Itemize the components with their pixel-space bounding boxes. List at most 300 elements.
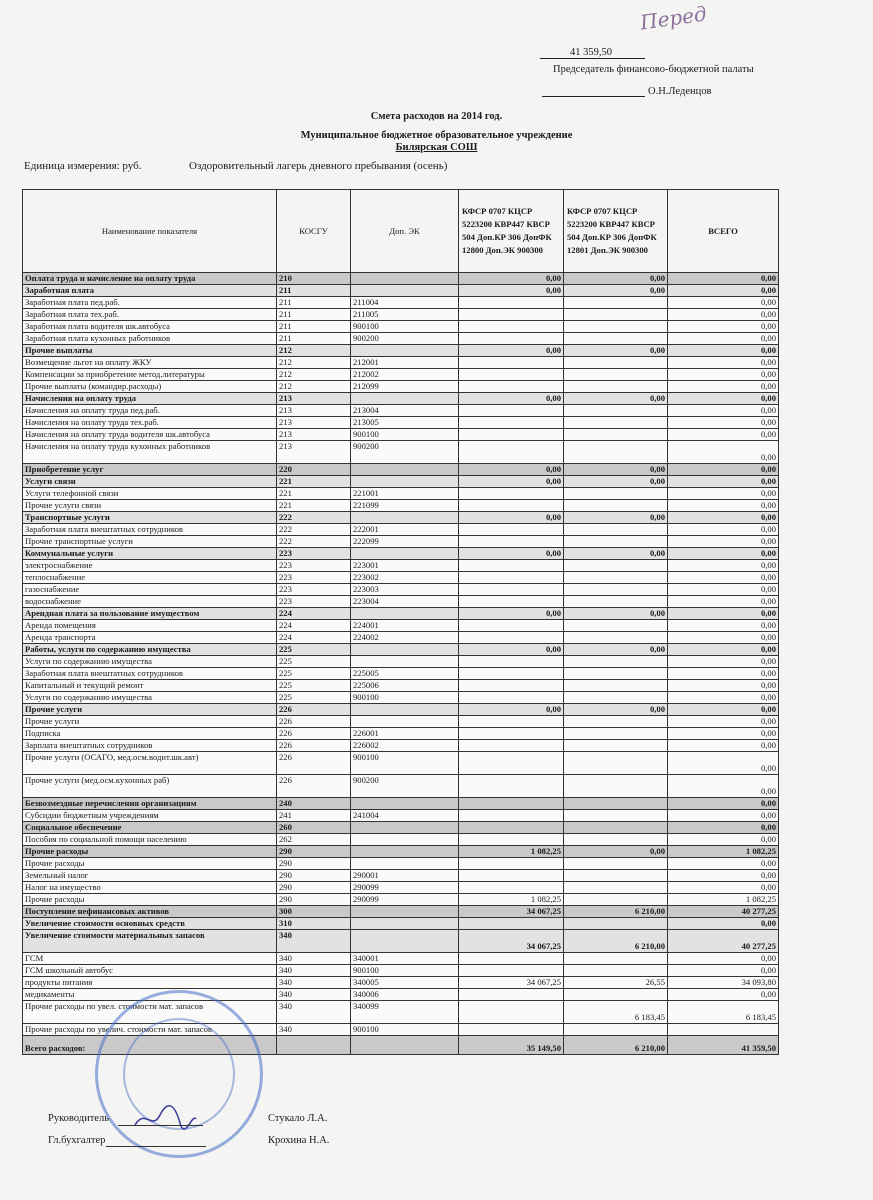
table-row xyxy=(23,441,779,464)
table-row xyxy=(23,548,779,560)
row-fund-12801 xyxy=(564,882,668,894)
head-signature-line xyxy=(118,1125,203,1126)
row-dop-ek: 290001 xyxy=(351,870,459,882)
row-kosgu: 222 xyxy=(277,524,351,536)
table-row xyxy=(23,918,779,930)
row-kosgu: 212 xyxy=(277,369,351,381)
table-row xyxy=(23,512,779,524)
row-total: 40 277,25 xyxy=(668,906,779,918)
row-kosgu: 210 xyxy=(277,273,351,285)
row-kosgu: 226 xyxy=(277,775,351,798)
row-dop-ek: 226002 xyxy=(351,740,459,752)
table-row xyxy=(23,858,779,870)
table-row xyxy=(23,500,779,512)
row-fund-12801: 0,00 xyxy=(564,476,668,488)
row-fund-12800 xyxy=(459,716,564,728)
row-total: 0,00 xyxy=(668,357,779,369)
row-fund-12801 xyxy=(564,441,668,464)
row-total: 0,00 xyxy=(668,810,779,822)
row-name: теплоснабжение xyxy=(23,572,277,584)
row-name: Подписка xyxy=(23,728,277,740)
row-kosgu: 223 xyxy=(277,560,351,572)
table-row xyxy=(23,608,779,620)
row-fund-12801 xyxy=(564,321,668,333)
row-fund-12800: 0,00 xyxy=(459,644,564,656)
row-name: Работы, услуги по содержанию имущества xyxy=(23,644,277,656)
row-fund-12800 xyxy=(459,965,564,977)
row-fund-12800 xyxy=(459,882,564,894)
row-fund-12801 xyxy=(564,798,668,810)
row-name: ГСМ школьный автобус xyxy=(23,965,277,977)
row-fund-12801 xyxy=(564,775,668,798)
row-fund-12800 xyxy=(459,870,564,882)
table-row xyxy=(23,357,779,369)
row-name: Заработная плата внештатных сотрудников xyxy=(23,524,277,536)
row-fund-12801 xyxy=(564,572,668,584)
row-kosgu: 221 xyxy=(277,476,351,488)
table-row xyxy=(23,476,779,488)
row-fund-12801 xyxy=(564,810,668,822)
row-fund-12801 xyxy=(564,740,668,752)
row-fund-12800 xyxy=(459,620,564,632)
row-fund-12800: 0,00 xyxy=(459,476,564,488)
row-dop-ek: 213005 xyxy=(351,417,459,429)
row-kosgu: 340 xyxy=(277,953,351,965)
row-kosgu: 300 xyxy=(277,906,351,918)
row-name: Пособия по социальной помощи населению xyxy=(23,834,277,846)
table-row xyxy=(23,834,779,846)
row-fund-12801 xyxy=(564,716,668,728)
row-fund-12800: 1 082,25 xyxy=(459,894,564,906)
row-kosgu: 224 xyxy=(277,632,351,644)
row-name: Социальное обеспечение xyxy=(23,822,277,834)
row-total: 0,00 xyxy=(668,608,779,620)
row-name: электроснабжение xyxy=(23,560,277,572)
row-total: 6 183,45 xyxy=(668,1001,779,1024)
row-fund-12801 xyxy=(564,692,668,704)
table-row xyxy=(23,632,779,644)
row-name: Прочие выплаты (командир.расходы) xyxy=(23,381,277,393)
row-fund-12801: 0,00 xyxy=(564,704,668,716)
approval-amount: 41 359,50 xyxy=(570,47,612,58)
row-fund-12800: 0,00 xyxy=(459,704,564,716)
row-name: Начисления на оплату труда пед.раб. xyxy=(23,405,277,417)
table-row xyxy=(23,560,779,572)
row-fund-12801 xyxy=(564,500,668,512)
row-fund-12801 xyxy=(564,822,668,834)
handwritten-note: Перед xyxy=(638,1,708,35)
row-fund-12800: 0,00 xyxy=(459,393,564,405)
row-fund-12800: 34 067,25 xyxy=(459,930,564,953)
row-fund-12800 xyxy=(459,810,564,822)
row-total: 0,00 xyxy=(668,333,779,345)
row-kosgu: 290 xyxy=(277,858,351,870)
table-row xyxy=(23,417,779,429)
head-name: Стукало Л.А. xyxy=(268,1113,328,1124)
row-fund-12801: 26,55 xyxy=(564,977,668,989)
row-kosgu: 213 xyxy=(277,405,351,417)
row-kosgu: 290 xyxy=(277,882,351,894)
row-total: 0,00 xyxy=(668,309,779,321)
row-fund-12801 xyxy=(564,488,668,500)
row-name: Прочие услуги xyxy=(23,704,277,716)
row-total: 0,00 xyxy=(668,273,779,285)
row-fund-12801 xyxy=(564,381,668,393)
row-fund-12800: 0,00 xyxy=(459,345,564,357)
row-fund-12800 xyxy=(459,858,564,870)
row-name: Прочие услуги (мед.осм.кухонных раб) xyxy=(23,775,277,798)
row-total: 0,00 xyxy=(668,822,779,834)
row-name: Приобретение услуг xyxy=(23,464,277,476)
header-fund-12801: КФСР 0707 КЦСР 5223200 КВР447 КВСР 504 Доп.КР 306 ДопФК 12801 Доп.ЭК 900300 xyxy=(564,190,668,273)
row-kosgu: 224 xyxy=(277,620,351,632)
row-name: Увеличение стоимости основных средств xyxy=(23,918,277,930)
row-fund-12801: 0,00 xyxy=(564,345,668,357)
row-kosgu: 290 xyxy=(277,846,351,858)
row-dop-ek xyxy=(351,644,459,656)
row-name: Услуги по содержанию имущества xyxy=(23,692,277,704)
row-dop-ek: 900200 xyxy=(351,775,459,798)
row-total: 0,00 xyxy=(668,728,779,740)
row-dop-ek: 222001 xyxy=(351,524,459,536)
row-fund-12800 xyxy=(459,572,564,584)
row-name: Всего расходов: xyxy=(23,1036,277,1055)
row-name: Аренда транспорта xyxy=(23,632,277,644)
row-name: Прочие расходы xyxy=(23,846,277,858)
accountant-signature-line xyxy=(106,1146,206,1147)
row-dop-ek: 222099 xyxy=(351,536,459,548)
row-kosgu: 290 xyxy=(277,870,351,882)
row-fund-12801 xyxy=(564,965,668,977)
row-kosgu: 290 xyxy=(277,894,351,906)
row-total: 1 082,25 xyxy=(668,846,779,858)
row-name: Транспортные услуги xyxy=(23,512,277,524)
row-fund-12801 xyxy=(564,728,668,740)
row-kosgu: 225 xyxy=(277,680,351,692)
row-name: Прочие расходы по увелич. стоимости мат. запасов xyxy=(23,1024,277,1036)
row-dop-ek xyxy=(351,345,459,357)
row-fund-12800 xyxy=(459,584,564,596)
row-total: 0,00 xyxy=(668,632,779,644)
row-total: 0,00 xyxy=(668,680,779,692)
table-row xyxy=(23,977,779,989)
row-dop-ek xyxy=(351,834,459,846)
table-row xyxy=(23,882,779,894)
row-fund-12800 xyxy=(459,333,564,345)
row-kosgu: 211 xyxy=(277,309,351,321)
budget-table xyxy=(22,189,779,1055)
table-row xyxy=(23,989,779,1001)
approval-underline xyxy=(540,58,645,59)
row-total: 0,00 xyxy=(668,512,779,524)
row-name: Поступление нефинансовых активов xyxy=(23,906,277,918)
camp-label: Оздоровительный лагерь дневного пребывания (осень) xyxy=(189,160,448,172)
row-name: Заработная плата водителя шк.автобуса xyxy=(23,321,277,333)
row-name: Начисления на оплату труда водителя шк.автобуса xyxy=(23,429,277,441)
row-dop-ek xyxy=(351,464,459,476)
row-name: Прочие транспортные услуги xyxy=(23,536,277,548)
table-row xyxy=(23,464,779,476)
table-row xyxy=(23,798,779,810)
row-kosgu xyxy=(277,1036,351,1055)
row-dop-ek: 900200 xyxy=(351,441,459,464)
table-row xyxy=(23,297,779,309)
row-fund-12800 xyxy=(459,798,564,810)
table-row xyxy=(23,930,779,953)
table-row xyxy=(23,692,779,704)
row-kosgu: 310 xyxy=(277,918,351,930)
row-total: 0,00 xyxy=(668,858,779,870)
row-fund-12800 xyxy=(459,752,564,775)
row-fund-12801 xyxy=(564,596,668,608)
row-dop-ek: 290099 xyxy=(351,882,459,894)
row-dop-ek: 340005 xyxy=(351,977,459,989)
row-kosgu: 220 xyxy=(277,464,351,476)
table-row xyxy=(23,333,779,345)
table-row xyxy=(23,870,779,882)
row-dop-ek xyxy=(351,930,459,953)
row-total: 0,00 xyxy=(668,572,779,584)
row-fund-12800 xyxy=(459,822,564,834)
row-total: 0,00 xyxy=(668,953,779,965)
table-row xyxy=(23,524,779,536)
row-dop-ek xyxy=(351,798,459,810)
row-fund-12801 xyxy=(564,584,668,596)
table-row xyxy=(23,644,779,656)
row-kosgu: 260 xyxy=(277,822,351,834)
row-name: газоснабжение xyxy=(23,584,277,596)
row-dop-ek xyxy=(351,273,459,285)
row-dop-ek: 900100 xyxy=(351,692,459,704)
row-name: Возмещение льгот на оплату ЖКУ xyxy=(23,357,277,369)
table-row xyxy=(23,728,779,740)
row-name: Заработная плата тех.раб. xyxy=(23,309,277,321)
row-total: 0,00 xyxy=(668,716,779,728)
row-dop-ek: 340006 xyxy=(351,989,459,1001)
table-row xyxy=(23,775,779,798)
row-dop-ek: 900100 xyxy=(351,965,459,977)
row-dop-ek: 290099 xyxy=(351,894,459,906)
table-row xyxy=(23,405,779,417)
row-dop-ek: 226001 xyxy=(351,728,459,740)
row-name: Компенсации за приобретение метод.литературы xyxy=(23,369,277,381)
organization-name: Муниципальное бюджетное образовательное учреждение xyxy=(300,130,573,141)
table-row xyxy=(23,285,779,297)
row-name: продукты питания xyxy=(23,977,277,989)
row-fund-12801 xyxy=(564,989,668,1001)
row-fund-12801 xyxy=(564,405,668,417)
row-fund-12801: 0,00 xyxy=(564,846,668,858)
row-fund-12801 xyxy=(564,953,668,965)
row-fund-12801: 6 210,00 xyxy=(564,930,668,953)
row-dop-ek xyxy=(351,1036,459,1055)
row-fund-12800: 1 082,25 xyxy=(459,846,564,858)
row-kosgu: 241 xyxy=(277,810,351,822)
accountant-role: Гл.бухгалтер xyxy=(48,1135,106,1146)
row-fund-12801 xyxy=(564,417,668,429)
row-total: 0,00 xyxy=(668,369,779,381)
row-name: Начисления на оплату труда кухонных работников xyxy=(23,441,277,464)
row-dop-ek: 221099 xyxy=(351,500,459,512)
row-fund-12800 xyxy=(459,441,564,464)
row-fund-12801: 0,00 xyxy=(564,548,668,560)
row-fund-12800 xyxy=(459,381,564,393)
row-kosgu: 340 xyxy=(277,989,351,1001)
row-fund-12800 xyxy=(459,775,564,798)
row-fund-12800: 0,00 xyxy=(459,464,564,476)
row-dop-ek xyxy=(351,822,459,834)
row-fund-12800 xyxy=(459,536,564,548)
row-dop-ek xyxy=(351,918,459,930)
row-kosgu: 213 xyxy=(277,417,351,429)
table-row xyxy=(23,680,779,692)
row-fund-12800 xyxy=(459,596,564,608)
row-dop-ek: 340099 xyxy=(351,1001,459,1024)
row-total: 0,00 xyxy=(668,488,779,500)
row-name: Прочие расходы xyxy=(23,858,277,870)
row-dop-ek: 212099 xyxy=(351,381,459,393)
row-fund-12801 xyxy=(564,429,668,441)
table-row xyxy=(23,536,779,548)
table-row xyxy=(23,894,779,906)
row-total: 0,00 xyxy=(668,441,779,464)
row-fund-12800 xyxy=(459,740,564,752)
header-fund-12800: КФСР 0707 КЦСР 5223200 КВР447 КВСР 504 Доп.КР 306 ДопФК 12800 Доп.ЭК 900300 xyxy=(459,190,564,273)
row-fund-12800 xyxy=(459,369,564,381)
head-role: Руководитель xyxy=(48,1113,109,1124)
row-fund-12800 xyxy=(459,1024,564,1036)
row-name: Прочие выплаты xyxy=(23,345,277,357)
row-kosgu: 226 xyxy=(277,716,351,728)
row-fund-12801: 0,00 xyxy=(564,464,668,476)
row-dop-ek: 223002 xyxy=(351,572,459,584)
row-name: медикаменты xyxy=(23,989,277,1001)
row-total: 0,00 xyxy=(668,464,779,476)
row-total: 0,00 xyxy=(668,918,779,930)
row-fund-12800: 34 067,25 xyxy=(459,906,564,918)
row-fund-12800 xyxy=(459,560,564,572)
row-dop-ek: 241004 xyxy=(351,810,459,822)
row-fund-12801 xyxy=(564,894,668,906)
row-dop-ek xyxy=(351,548,459,560)
row-dop-ek: 212001 xyxy=(351,357,459,369)
row-dop-ek: 900100 xyxy=(351,321,459,333)
row-total: 0,00 xyxy=(668,644,779,656)
row-name: Прочие услуги (ОСАГО, мед.осм.водит.шк.авт) xyxy=(23,752,277,775)
row-kosgu: 225 xyxy=(277,656,351,668)
row-kosgu: 340 xyxy=(277,965,351,977)
row-fund-12801 xyxy=(564,870,668,882)
row-dop-ek: 211004 xyxy=(351,297,459,309)
row-name: Оплата труда и начисление на оплату труда xyxy=(23,273,277,285)
table-row xyxy=(23,704,779,716)
row-fund-12801 xyxy=(564,1024,668,1036)
row-dop-ek xyxy=(351,656,459,668)
row-kosgu: 211 xyxy=(277,321,351,333)
row-kosgu: 225 xyxy=(277,692,351,704)
row-name: Земельный налог xyxy=(23,870,277,882)
row-dop-ek: 211005 xyxy=(351,309,459,321)
table-body xyxy=(23,273,779,1055)
row-kosgu: 213 xyxy=(277,429,351,441)
row-total: 0,00 xyxy=(668,536,779,548)
row-name: Увеличение стоимости материальных запасов xyxy=(23,930,277,953)
row-kosgu: 262 xyxy=(277,834,351,846)
row-dop-ek: 212002 xyxy=(351,369,459,381)
table-row xyxy=(23,596,779,608)
row-fund-12800 xyxy=(459,429,564,441)
row-total: 1 082,25 xyxy=(668,894,779,906)
row-total xyxy=(668,1024,779,1036)
row-dop-ek: 224002 xyxy=(351,632,459,644)
row-fund-12801: 6 210,00 xyxy=(564,1036,668,1055)
row-total: 0,00 xyxy=(668,692,779,704)
approval-signature-line xyxy=(542,96,645,97)
row-fund-12800: 0,00 xyxy=(459,285,564,297)
row-fund-12800 xyxy=(459,321,564,333)
row-fund-12800 xyxy=(459,632,564,644)
row-total: 41 359,50 xyxy=(668,1036,779,1055)
row-fund-12800 xyxy=(459,524,564,536)
row-dop-ek xyxy=(351,608,459,620)
row-dop-ek xyxy=(351,846,459,858)
row-kosgu: 213 xyxy=(277,393,351,405)
row-fund-12801 xyxy=(564,369,668,381)
table-row xyxy=(23,369,779,381)
table-row xyxy=(23,752,779,775)
row-name: Прочие услуги связи xyxy=(23,500,277,512)
row-name: Начисления на оплату труда тех.раб. xyxy=(23,417,277,429)
row-fund-12800: 0,00 xyxy=(459,273,564,285)
table-row xyxy=(23,656,779,668)
unit-label: Единица измерения: руб. xyxy=(24,160,142,172)
row-kosgu: 223 xyxy=(277,596,351,608)
row-fund-12801 xyxy=(564,632,668,644)
row-dop-ek: 223001 xyxy=(351,560,459,572)
row-name: Арендная плата за пользование имуществом xyxy=(23,608,277,620)
row-fund-12800 xyxy=(459,680,564,692)
row-fund-12800 xyxy=(459,500,564,512)
row-fund-12801 xyxy=(564,668,668,680)
row-fund-12801: 6 210,00 xyxy=(564,906,668,918)
row-fund-12800 xyxy=(459,728,564,740)
table-row xyxy=(23,273,779,285)
row-dop-ek: 221001 xyxy=(351,488,459,500)
row-total: 0,00 xyxy=(668,775,779,798)
row-total: 0,00 xyxy=(668,752,779,775)
header-dop-ek: Доп. ЭК xyxy=(351,190,459,273)
row-kosgu: 211 xyxy=(277,333,351,345)
row-fund-12800 xyxy=(459,488,564,500)
row-total: 0,00 xyxy=(668,798,779,810)
row-kosgu: 226 xyxy=(277,704,351,716)
row-fund-12801: 0,00 xyxy=(564,644,668,656)
row-kosgu: 212 xyxy=(277,345,351,357)
accountant-name: Крохина Н.А. xyxy=(268,1135,330,1146)
row-name: Прочие расходы xyxy=(23,894,277,906)
row-fund-12800: 0,00 xyxy=(459,512,564,524)
row-fund-12801: 0,00 xyxy=(564,512,668,524)
row-total: 0,00 xyxy=(668,476,779,488)
header-kosgu: КОСГУ xyxy=(277,190,351,273)
document-title: Смета расходов на 2014 год. xyxy=(370,111,503,122)
row-total: 0,00 xyxy=(668,429,779,441)
row-name: Капитальный и текущий ремонт xyxy=(23,680,277,692)
row-total: 0,00 xyxy=(668,417,779,429)
row-kosgu: 225 xyxy=(277,668,351,680)
row-name: Налог на имущество xyxy=(23,882,277,894)
row-name: Прочие услуги xyxy=(23,716,277,728)
